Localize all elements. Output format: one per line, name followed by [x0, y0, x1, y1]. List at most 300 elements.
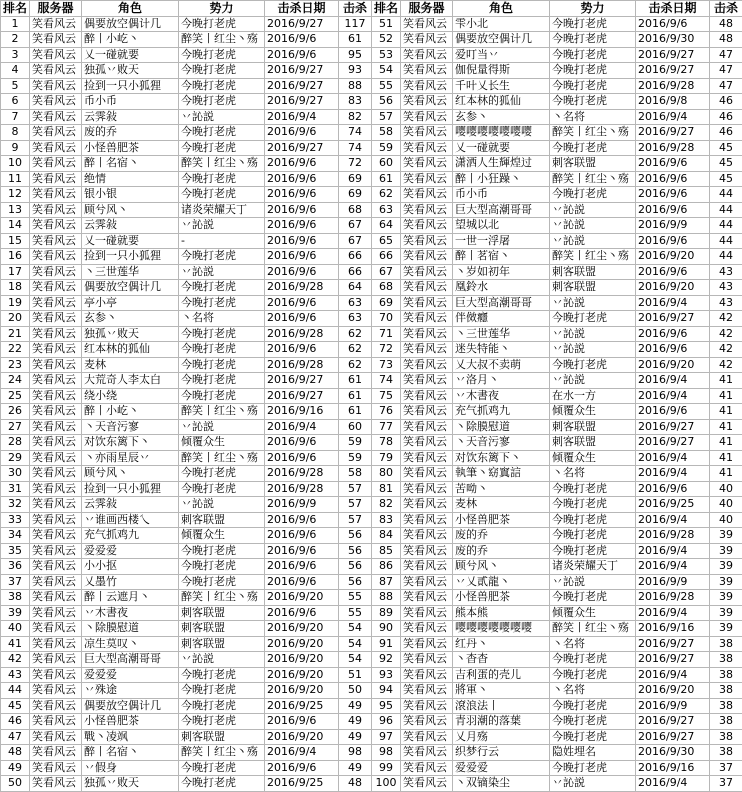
server-cell: 笑看风云 — [30, 729, 82, 745]
kills-cell: 72 — [339, 156, 372, 172]
server-cell: 笑看风云 — [401, 574, 453, 590]
rank-cell: 11 — [1, 171, 30, 187]
rank-cell: 29 — [1, 450, 30, 466]
character-cell: 小怪兽肥茶 — [82, 140, 179, 156]
server-cell: 笑看风云 — [30, 388, 82, 404]
character-cell: 醉丨名宿丶 — [82, 156, 179, 172]
faction-cell: 今晚打老虎 — [179, 776, 265, 792]
table-row — [1, 760, 372, 776]
table-row — [372, 388, 742, 404]
kills-cell: 98 — [339, 745, 372, 761]
server-cell: 笑看风云 — [401, 590, 453, 606]
rank-cell: 34 — [1, 528, 30, 544]
server-cell: 笑看风云 — [401, 342, 453, 358]
table-row — [1, 78, 372, 94]
kills-cell: 46 — [710, 109, 742, 125]
character-cell: 顾兮风丶 — [453, 559, 550, 575]
table-row — [372, 78, 742, 94]
table-row — [372, 94, 742, 110]
kill-date-cell: 2016/9/6 — [636, 326, 710, 342]
faction-cell: 醉笑丨红尘丶殇 — [179, 156, 265, 172]
server-cell: 笑看风云 — [30, 78, 82, 94]
kills-cell: 44 — [710, 187, 742, 203]
faction-cell: 隐姓埋名 — [550, 745, 636, 761]
character-cell: 丶杳杳 — [453, 652, 550, 668]
rank-cell: 66 — [372, 249, 401, 265]
table-row — [372, 636, 742, 652]
character-cell: 丶除膜慰道 — [453, 419, 550, 435]
table-row — [372, 667, 742, 683]
kill-date-cell: 2016/9/20 — [265, 621, 339, 637]
rank-cell: 74 — [372, 373, 401, 389]
character-cell: 醉丨名宿丶 — [82, 745, 179, 761]
kill-date-cell: 2016/9/28 — [265, 280, 339, 296]
kill-date-cell: 2016/9/28 — [636, 78, 710, 94]
rank-cell: 21 — [1, 326, 30, 342]
kill-date-cell: 2016/9/27 — [265, 78, 339, 94]
rank-cell: 84 — [372, 528, 401, 544]
header-faction: 势力 — [179, 1, 265, 17]
kills-cell: 48 — [710, 32, 742, 48]
table-row — [372, 125, 742, 141]
rank-cell: 16 — [1, 249, 30, 265]
kills-cell: 48 — [339, 776, 372, 792]
header-kill-date: 击杀日期 — [636, 1, 710, 17]
kills-cell: 50 — [339, 683, 372, 699]
server-cell: 笑看风云 — [401, 326, 453, 342]
rank-cell: 39 — [1, 605, 30, 621]
faction-cell: 今晚打老虎 — [550, 16, 636, 32]
faction-cell: 刺客联盟 — [550, 264, 636, 280]
faction-cell: 倾覆众生 — [550, 605, 636, 621]
kills-cell: 55 — [339, 590, 372, 606]
kills-cell: 93 — [339, 63, 372, 79]
table-row — [1, 156, 372, 172]
kill-date-cell: 2016/9/4 — [636, 466, 710, 482]
server-cell: 笑看风云 — [30, 404, 82, 420]
faction-cell: 今晚打老虎 — [550, 47, 636, 63]
rank-cell: 14 — [1, 218, 30, 234]
character-cell: 云霁敍 — [82, 497, 179, 513]
server-cell: 笑看风云 — [30, 667, 82, 683]
rank-cell: 45 — [1, 698, 30, 714]
kills-cell: 39 — [710, 528, 742, 544]
faction-cell: 今晚打老虎 — [179, 140, 265, 156]
character-cell: 玄参丶 — [82, 311, 179, 327]
character-cell: 亭小亭 — [82, 295, 179, 311]
header-rank: 排名 — [372, 1, 401, 17]
table-row — [372, 466, 742, 482]
rank-cell: 51 — [372, 16, 401, 32]
ranking-body-right — [372, 16, 742, 791]
kills-cell: 57 — [339, 512, 372, 528]
rank-cell: 95 — [372, 698, 401, 714]
faction-cell: 丶名将 — [179, 311, 265, 327]
kill-date-cell: 2016/9/4 — [636, 512, 710, 528]
faction-cell: 刺客联盟 — [179, 605, 265, 621]
kill-date-cell: 2016/9/27 — [636, 435, 710, 451]
rank-cell: 76 — [372, 404, 401, 420]
character-cell: 玄参丶 — [453, 109, 550, 125]
kill-date-cell: 2016/9/16 — [265, 404, 339, 420]
rank-cell: 92 — [372, 652, 401, 668]
faction-cell: 醉笑丨红尘丶殇 — [550, 621, 636, 637]
rank-cell: 9 — [1, 140, 30, 156]
character-cell: 戰丶凌飒 — [82, 729, 179, 745]
character-cell: 凉生莫叹丶 — [82, 636, 179, 652]
character-cell: 熊本熊 — [453, 605, 550, 621]
kill-date-cell: 2016/9/6 — [265, 47, 339, 63]
rank-cell: 83 — [372, 512, 401, 528]
character-cell: 麦林 — [82, 357, 179, 373]
server-cell: 笑看风云 — [401, 543, 453, 559]
kill-date-cell: 2016/9/6 — [265, 714, 339, 730]
kills-cell: 40 — [710, 481, 742, 497]
kill-date-cell: 2016/9/4 — [636, 373, 710, 389]
faction-cell: 丶名将 — [550, 109, 636, 125]
character-cell: 偶要放空偶计几 — [453, 32, 550, 48]
faction-cell: 今晚打老虎 — [179, 760, 265, 776]
kill-date-cell: 2016/9/6 — [265, 528, 339, 544]
kills-cell: 43 — [710, 295, 742, 311]
kills-cell: 54 — [339, 636, 372, 652]
table-row — [1, 745, 372, 761]
rank-cell: 80 — [372, 466, 401, 482]
kills-cell: 60 — [339, 419, 372, 435]
header-row — [1, 1, 372, 17]
kill-date-cell: 2016/9/6 — [265, 202, 339, 218]
server-cell: 笑看风云 — [401, 667, 453, 683]
table-row — [372, 233, 742, 249]
server-cell: 笑看风云 — [401, 388, 453, 404]
kills-cell: 61 — [339, 373, 372, 389]
table-row — [372, 621, 742, 637]
kills-cell: 39 — [710, 574, 742, 590]
faction-cell: 今晚打老虎 — [179, 373, 265, 389]
kill-date-cell: 2016/9/6 — [265, 295, 339, 311]
character-cell: 废的乔 — [453, 543, 550, 559]
kills-cell: 69 — [339, 187, 372, 203]
kills-cell: 41 — [710, 388, 742, 404]
rank-cell: 58 — [372, 125, 401, 141]
kill-date-cell: 2016/9/28 — [636, 140, 710, 156]
table-row — [372, 140, 742, 156]
server-cell: 笑看风云 — [401, 109, 453, 125]
kills-cell: 62 — [339, 342, 372, 358]
rank-cell: 55 — [372, 78, 401, 94]
rank-cell: 33 — [1, 512, 30, 528]
rank-cell: 7 — [1, 109, 30, 125]
character-cell: 迷失特能丶 — [453, 342, 550, 358]
faction-cell: 今晚打老虎 — [179, 574, 265, 590]
rank-cell: 20 — [1, 311, 30, 327]
character-cell: 爱爱爱 — [453, 760, 550, 776]
character-cell: 醉丨小屹丶 — [82, 32, 179, 48]
character-cell: 独孤丷败天 — [82, 326, 179, 342]
rank-cell: 99 — [372, 760, 401, 776]
character-cell: 滾浪法丨 — [453, 698, 550, 714]
faction-cell: 今晚打老虎 — [179, 187, 265, 203]
header-rank: 排名 — [1, 1, 30, 17]
server-cell: 笑看风云 — [401, 636, 453, 652]
kill-date-cell: 2016/9/25 — [265, 698, 339, 714]
server-cell: 笑看风云 — [401, 357, 453, 373]
faction-cell: 今晚打老虎 — [550, 528, 636, 544]
server-cell: 笑看风云 — [401, 63, 453, 79]
faction-cell: 今晚打老虎 — [179, 543, 265, 559]
character-cell: 丷洛月丶 — [453, 373, 550, 389]
kills-cell: 62 — [339, 326, 372, 342]
kill-date-cell: 2016/9/27 — [265, 63, 339, 79]
server-cell: 笑看风云 — [401, 404, 453, 420]
faction-cell: 今晚打老虎 — [179, 559, 265, 575]
kill-date-cell: 2016/9/6 — [265, 187, 339, 203]
faction-cell: 今晚打老虎 — [550, 714, 636, 730]
server-cell: 笑看风云 — [30, 605, 82, 621]
kill-date-cell: 2016/9/27 — [265, 16, 339, 32]
table-row — [1, 264, 372, 280]
kills-cell: 48 — [710, 16, 742, 32]
server-cell: 笑看风云 — [401, 280, 453, 296]
kill-date-cell: 2016/9/20 — [636, 357, 710, 373]
server-cell: 笑看风云 — [401, 466, 453, 482]
kill-date-cell: 2016/9/27 — [265, 373, 339, 389]
faction-cell: 倾覆众生 — [550, 404, 636, 420]
rank-cell: 65 — [372, 233, 401, 249]
kill-date-cell: 2016/9/6 — [265, 311, 339, 327]
character-cell: 乂一碰就要 — [453, 140, 550, 156]
table-row — [372, 187, 742, 203]
faction-cell: 刺客联盟 — [550, 419, 636, 435]
kill-date-cell: 2016/9/4 — [636, 776, 710, 792]
kill-date-cell: 2016/9/6 — [265, 171, 339, 187]
table-row — [1, 450, 372, 466]
server-cell: 笑看风云 — [30, 481, 82, 497]
kill-date-cell: 2016/9/20 — [636, 280, 710, 296]
kills-cell: 46 — [710, 94, 742, 110]
kill-date-cell: 2016/9/27 — [636, 47, 710, 63]
faction-cell: 今晚打老虎 — [550, 311, 636, 327]
rank-cell: 32 — [1, 497, 30, 513]
character-cell: 捡到一只小狐狸 — [82, 78, 179, 94]
kills-cell: 49 — [339, 729, 372, 745]
character-cell: 充气抓鸡九 — [82, 528, 179, 544]
kills-cell: 66 — [339, 264, 372, 280]
kills-cell: 56 — [339, 559, 372, 575]
table-row — [372, 729, 742, 745]
faction-cell: 今晚打老虎 — [550, 652, 636, 668]
kill-date-cell: 2016/9/16 — [636, 621, 710, 637]
kills-cell: 95 — [339, 47, 372, 63]
server-cell: 笑看风云 — [30, 249, 82, 265]
server-cell: 笑看风云 — [30, 202, 82, 218]
character-cell: 乂墨竹 — [82, 574, 179, 590]
faction-cell: 诸炎荣耀天丁 — [179, 202, 265, 218]
server-cell: 笑看风云 — [30, 16, 82, 32]
rank-cell: 87 — [372, 574, 401, 590]
faction-cell: 今晚打老虎 — [550, 63, 636, 79]
server-cell: 笑看风云 — [401, 32, 453, 48]
rank-cell: 35 — [1, 543, 30, 559]
header-server: 服务器 — [30, 1, 82, 17]
character-cell: 云霁敍 — [82, 218, 179, 234]
kill-date-cell: 2016/9/25 — [636, 497, 710, 513]
server-cell: 笑看风云 — [30, 543, 82, 559]
kill-date-cell: 2016/9/27 — [636, 419, 710, 435]
faction-cell: 丷訫説 — [550, 202, 636, 218]
kills-cell: 49 — [339, 760, 372, 776]
character-cell: 巨大型高潮哥哥 — [453, 295, 550, 311]
rank-cell: 94 — [372, 683, 401, 699]
kill-date-cell: 2016/9/28 — [636, 528, 710, 544]
rank-cell: 63 — [372, 202, 401, 218]
kill-date-cell: 2016/9/4 — [265, 745, 339, 761]
kills-cell: 40 — [710, 512, 742, 528]
kills-cell: 38 — [710, 667, 742, 683]
faction-cell: 今晚打老虎 — [550, 497, 636, 513]
server-cell: 笑看风云 — [401, 373, 453, 389]
table-row — [1, 559, 372, 575]
faction-cell: 今晚打老虎 — [179, 357, 265, 373]
kill-date-cell: 2016/9/6 — [265, 543, 339, 559]
server-cell: 笑看风云 — [30, 373, 82, 389]
rank-cell: 75 — [372, 388, 401, 404]
table-row — [372, 47, 742, 63]
faction-cell: 今晚打老虎 — [550, 590, 636, 606]
character-cell: 將軍丶 — [453, 683, 550, 699]
rank-cell: 71 — [372, 326, 401, 342]
kills-cell: 41 — [710, 404, 742, 420]
faction-cell: 刺客联盟 — [179, 729, 265, 745]
character-cell: 乂一碰就要 — [82, 47, 179, 63]
rank-cell: 69 — [372, 295, 401, 311]
kill-date-cell: 2016/9/6 — [265, 512, 339, 528]
faction-cell: 今晚打老虎 — [179, 295, 265, 311]
kills-cell: 68 — [339, 202, 372, 218]
server-cell: 笑看风云 — [30, 342, 82, 358]
kill-date-cell: 2016/9/20 — [636, 249, 710, 265]
kill-date-cell: 2016/9/27 — [636, 714, 710, 730]
kills-cell: 63 — [339, 295, 372, 311]
faction-cell: 今晚打老虎 — [550, 729, 636, 745]
faction-cell: 醉笑丨红尘丶殇 — [550, 249, 636, 265]
kills-cell: 55 — [339, 605, 372, 621]
table-row — [1, 574, 372, 590]
table-row — [1, 16, 372, 32]
character-cell: 丷假身 — [82, 760, 179, 776]
table-row — [1, 202, 372, 218]
kill-date-cell: 2016/9/6 — [265, 264, 339, 280]
kills-cell: 42 — [710, 326, 742, 342]
faction-cell: 在水一方 — [550, 388, 636, 404]
kill-date-cell: 2016/9/20 — [265, 729, 339, 745]
rank-cell: 56 — [372, 94, 401, 110]
rank-cell: 90 — [372, 621, 401, 637]
server-cell: 笑看风云 — [30, 156, 82, 172]
kills-cell: 49 — [339, 714, 372, 730]
kill-date-cell: 2016/9/20 — [265, 636, 339, 652]
faction-cell: 丷訫説 — [550, 373, 636, 389]
kill-date-cell: 2016/9/6 — [265, 233, 339, 249]
character-cell: 望城以北 — [453, 218, 550, 234]
kills-cell: 59 — [339, 435, 372, 451]
faction-cell: 今晚打老虎 — [179, 667, 265, 683]
kill-date-cell: 2016/9/6 — [636, 187, 710, 203]
rank-cell: 67 — [372, 264, 401, 280]
faction-cell: 今晚打老虎 — [179, 171, 265, 187]
faction-cell: 刺客联盟 — [550, 280, 636, 296]
kills-cell: 38 — [710, 683, 742, 699]
rank-cell: 88 — [372, 590, 401, 606]
kills-cell: 58 — [339, 466, 372, 482]
server-cell: 笑看风云 — [401, 140, 453, 156]
table-row — [372, 698, 742, 714]
faction-cell: 今晚打老虎 — [179, 280, 265, 296]
rank-cell: 38 — [1, 590, 30, 606]
kills-cell: 38 — [710, 698, 742, 714]
character-cell: 乂一碰就要 — [82, 233, 179, 249]
kills-cell: 41 — [710, 450, 742, 466]
character-cell: 小怪兽肥茶 — [453, 590, 550, 606]
kill-date-cell: 2016/9/20 — [265, 652, 339, 668]
table-row — [1, 94, 372, 110]
header-kill-date: 击杀日期 — [265, 1, 339, 17]
character-cell: 醉丨小屹丶 — [82, 404, 179, 420]
character-cell: 醉丨小狂躁丶 — [453, 171, 550, 187]
kill-date-cell: 2016/9/4 — [636, 388, 710, 404]
kills-cell: 63 — [339, 311, 372, 327]
faction-cell: 丷訫説 — [550, 574, 636, 590]
kill-date-cell: 2016/9/6 — [636, 264, 710, 280]
faction-cell: 今晚打老虎 — [179, 47, 265, 63]
kills-cell: 44 — [710, 249, 742, 265]
kills-cell: 41 — [710, 419, 742, 435]
table-row — [1, 605, 372, 621]
rank-cell: 47 — [1, 729, 30, 745]
server-cell: 笑看风云 — [401, 683, 453, 699]
table-row — [1, 373, 372, 389]
server-cell: 笑看风云 — [30, 63, 82, 79]
server-cell: 笑看风云 — [401, 78, 453, 94]
server-cell: 笑看风云 — [401, 171, 453, 187]
rank-cell: 72 — [372, 342, 401, 358]
rank-cell: 22 — [1, 342, 30, 358]
kill-date-cell: 2016/9/27 — [265, 388, 339, 404]
faction-cell: 今晚打老虎 — [179, 16, 265, 32]
kill-date-cell: 2016/9/6 — [265, 156, 339, 172]
table-row — [372, 590, 742, 606]
kills-cell: 61 — [339, 404, 372, 420]
server-cell: 笑看风云 — [30, 171, 82, 187]
table-row — [372, 497, 742, 513]
character-cell: 丷木書夜 — [82, 605, 179, 621]
table-row — [372, 295, 742, 311]
kill-date-cell: 2016/9/6 — [636, 404, 710, 420]
kills-cell: 43 — [710, 280, 742, 296]
kill-date-cell: 2016/9/6 — [265, 435, 339, 451]
character-cell: 嘤嘤嘤嘤嘤嘤嘤 — [453, 621, 550, 637]
faction-cell: 醉笑丨红尘丶殇 — [179, 745, 265, 761]
kill-date-cell: 2016/9/20 — [636, 683, 710, 699]
server-cell: 笑看风云 — [30, 357, 82, 373]
character-cell: 爱叮当丷 — [453, 47, 550, 63]
rank-cell: 70 — [372, 311, 401, 327]
faction-cell: 今晚打老虎 — [179, 342, 265, 358]
faction-cell: 刺客联盟 — [179, 621, 265, 637]
kill-date-cell: 2016/9/9 — [636, 218, 710, 234]
faction-cell: - — [179, 233, 265, 249]
character-cell: 充气抓鸡九 — [453, 404, 550, 420]
